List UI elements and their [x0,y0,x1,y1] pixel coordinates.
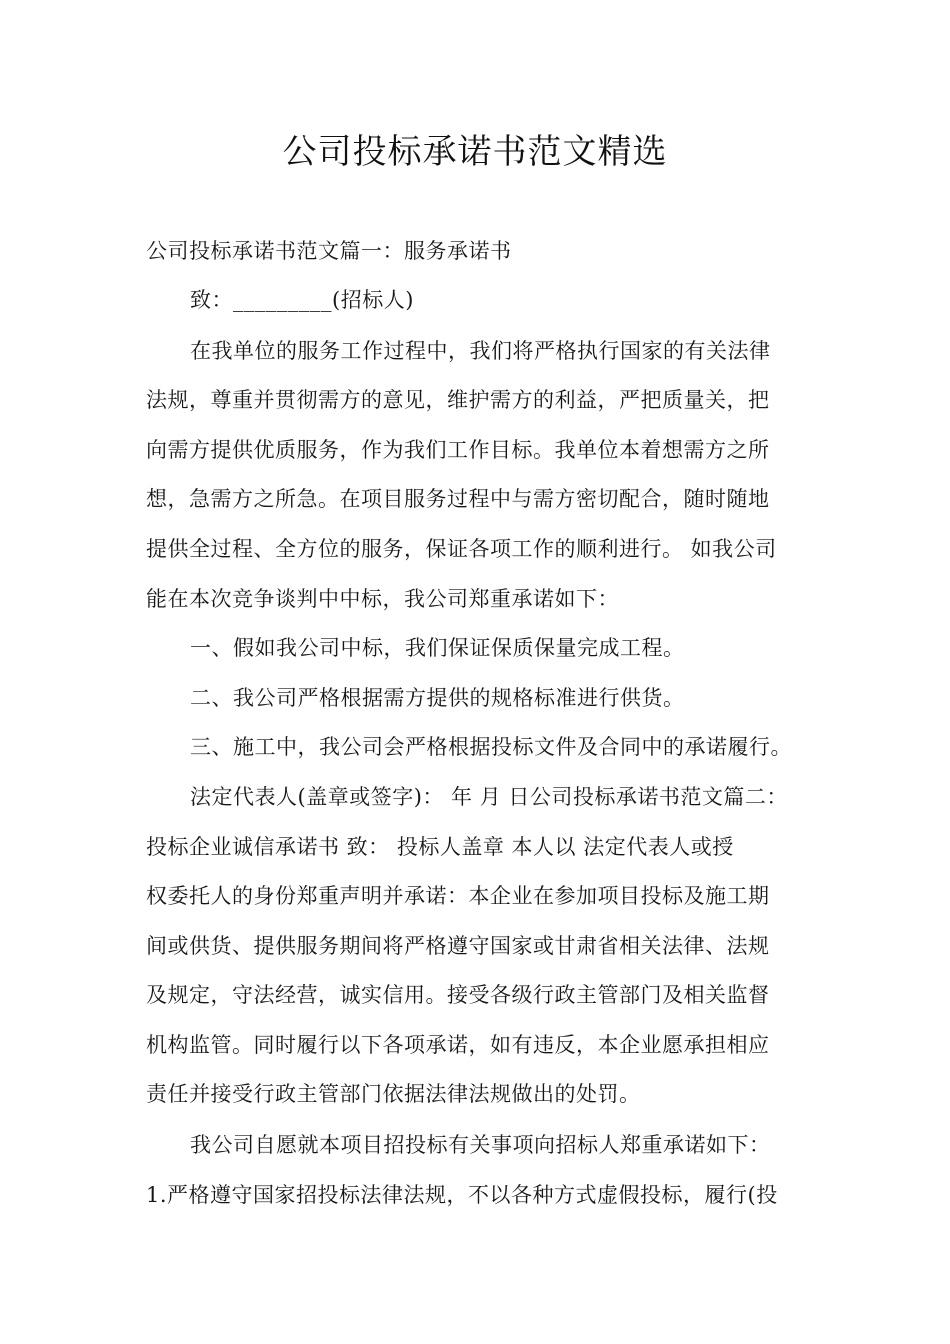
paragraph-line: 能在本次竞争谈判中中标，我公司郑重承诺如下： [146,587,619,611]
document-title: 公司投标承诺书范文精选 [282,132,668,172]
paragraph-line: 在我单位的服务工作过程中，我们将严格执行国家的有关法律 [190,339,771,363]
commitment-item: 一、假如我公司中标，我们保证保质保量完成工程。 [190,636,685,660]
paragraph-line: 我公司自愿就本项目招投标有关事项向招标人郑重承诺如下： [190,1133,771,1157]
signature-line: 法定代表人(盖章或签字)： 年 月 日公司投标承诺书范文篇二： [190,785,788,809]
paragraph-line: 提供全过程、全方位的服务，保证各项工作的顺利进行。 如我公司 [146,537,777,561]
addressee-line: 致：_________(招标人) [190,288,414,312]
paragraph-line: 及规定，守法经营，诚实信用。接受各级行政主管部门及相关监督 [146,983,770,1007]
numbered-item: 1.严格遵守国家招投标法律法规，不以各种方式虚假投标，履行(投 [146,1183,778,1207]
commitment-item: 二、我公司严格根据需方提供的规格标准进行供货。 [190,686,685,710]
paragraph-line: 机构监管。同时履行以下各项承诺，如有违反，本企业愿承担相应 [146,1033,770,1057]
section-heading: 公司投标承诺书范文篇一：服务承诺书 [146,239,512,263]
commitment-item: 三、施工中，我公司会严格根据投标文件及合同中的承诺履行。 [190,735,792,759]
paragraph-line: 责任并接受行政主管部门依据法律法规做出的处罚。 [146,1082,641,1106]
paragraph-line: 投标企业诚信承诺书 致： 投标人盖章 本人以 法定代表人或授 [146,835,734,859]
paragraph-line: 权委托人的身份郑重声明并承诺：本企业在参加项目投标及施工期 [146,884,770,908]
paragraph-line: 法规，尊重并贯彻需方的意见，维护需方的利益，严把质量关，把 [146,388,770,412]
paragraph-line: 间或供货、提供服务期间将严格遵守国家或甘肃省相关法律、法规 [146,934,770,958]
paragraph-line: 向需方提供优质服务，作为我们工作目标。我单位本着想需方之所 [146,438,770,462]
paragraph-line: 想，急需方之所急。在项目服务过程中与需方密切配合，随时随地 [146,487,770,511]
